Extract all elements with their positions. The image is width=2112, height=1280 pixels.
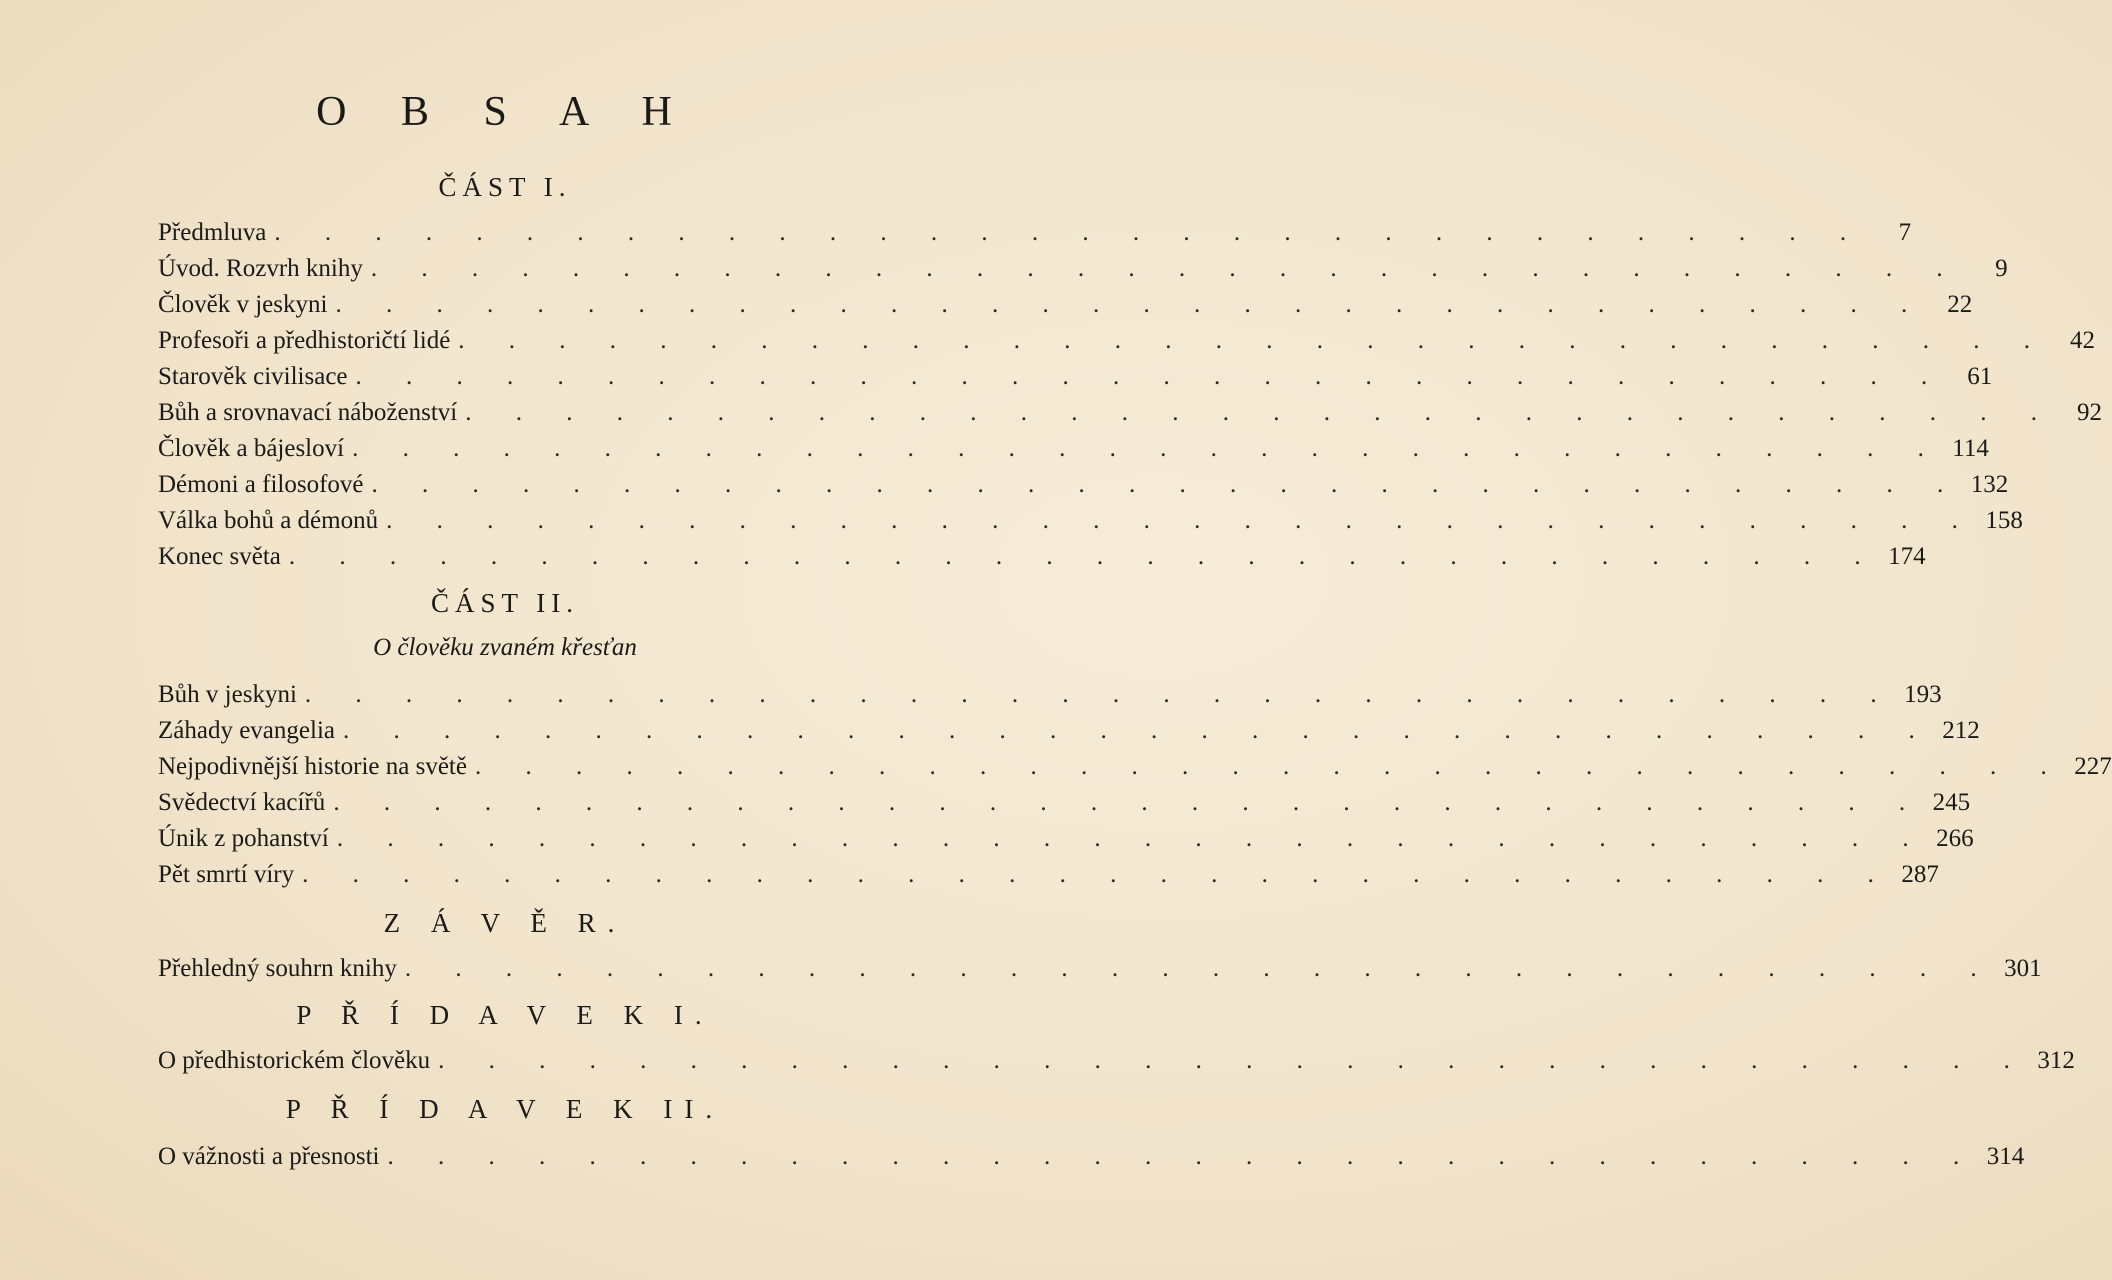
- dot-leader: . . . . . . . . . . . . . . . . . . . . . . . . . . . . . . . .: [474, 753, 2066, 780]
- dot-leader: . . . . . . . . . . . . . . . . . . . . . . . . . . . . . . . .: [387, 1143, 1979, 1170]
- toc-entry: [158, 216, 1912, 250]
- toc-entry-page: 266: [1936, 825, 1974, 852]
- toc-entry-page: 212: [1942, 717, 1980, 744]
- toc-entry-title: Člověk v jeskyni: [158, 291, 328, 318]
- toc-entry: [158, 396, 2102, 430]
- toc-entry: [158, 540, 1926, 574]
- dot-leader: . . . . . . . . . . . . . . . . . . . . . . . . . . . . . . . .: [438, 1047, 2029, 1074]
- toc-entry-page: 193: [1904, 681, 1942, 708]
- appendix-1-heading: P Ř Í D A V E K I.: [296, 1000, 714, 1030]
- dot-leader: . . . . . . . . . . . . . . . . . . . . . . . . . . . . . . . .: [288, 543, 1880, 570]
- dot-leader: . . . . . . . . . . . . . . . . . . . . . . . . . . . . . . . .: [336, 825, 1928, 852]
- toc-entry: [158, 750, 2112, 784]
- dot-leader: . . . . . . . . . . . . . . . . . . . . . . . . . . . . . . . .: [370, 255, 1962, 282]
- appendix-2-heading: P Ř Í D A V E K II.: [285, 1094, 725, 1124]
- toc-entry-page: 245: [1932, 789, 1971, 816]
- toc-entry: [158, 468, 2009, 502]
- dot-leader: . . . . . . . . . . . . . . . . . . . . . . . . . . . . . . . .: [302, 861, 1893, 888]
- part-2-heading: ČÁST II.: [430, 588, 579, 618]
- toc-entry-title: O předhistorickém člověku: [158, 1047, 431, 1074]
- part-1-heading: ČÁST I.: [438, 172, 572, 202]
- dot-leader: . . . . . . . . . . . . . . . . . . . . . . . . . . . . . . . .: [355, 363, 1947, 390]
- dot-leader: . . . . . . . . . . . . . . . . . . . . . . . . . . . . . . . .: [352, 435, 1943, 462]
- toc-entry-page: 9: [1995, 255, 2008, 282]
- part-2-subtitle: O člověku zvaném křesťan: [373, 634, 637, 661]
- toc-entry: [158, 360, 1993, 394]
- toc-entry-page: 132: [1970, 471, 2009, 498]
- toc-entry-page: 114: [1952, 435, 1989, 462]
- dot-leader: . . . . . . . . . . . . . . . . . . . . . . . . . . . . . . . .: [335, 291, 1927, 318]
- toc-entry-title: Úvod. Rozvrh knihy: [158, 255, 363, 282]
- toc-entry: [158, 432, 1989, 466]
- toc-entry-page: 61: [1967, 363, 1993, 390]
- toc-entry-title: Starověk civilisace: [158, 363, 348, 390]
- toc-entry-title: Konec světa: [158, 543, 281, 570]
- toc-entry-page: 174: [1888, 543, 1926, 570]
- dot-leader: . . . . . . . . . . . . . . . . . . . . . . . . . . . . . . . .: [274, 219, 1866, 246]
- toc-entry-page: 22: [1947, 291, 1973, 318]
- dot-leader: . . . . . . . . . . . . . . . . . . . . . . . . . . . . . . . .: [386, 507, 1977, 534]
- toc-entry-title: Démoni a filosofové: [158, 471, 364, 498]
- toc-entry-page: 314: [1986, 1143, 2025, 1170]
- toc-entry: [158, 1044, 2075, 1078]
- dot-leader: . . . . . . . . . . . . . . . . . . . . . . . . . . . . . . . .: [343, 717, 1934, 744]
- toc-entry: [158, 952, 2042, 986]
- toc-entry-page: 92: [2076, 399, 2102, 426]
- toc-entry-page: 301: [2004, 955, 2042, 982]
- toc-entry-title: Válka bohů a démonů: [158, 507, 379, 534]
- toc-entry: [158, 288, 1973, 322]
- toc-entry-page: 287: [1901, 861, 1939, 888]
- toc-entry-title: Nejpodivnější historie na světě: [158, 753, 467, 780]
- dot-leader: . . . . . . . . . . . . . . . . . . . . . . . . . . . . . . . .: [304, 681, 1896, 708]
- dot-leader: . . . . . . . . . . . . . . . . . . . . . . . . . . . . . . . .: [465, 399, 2056, 426]
- toc-entry-title: Bůh v jeskyni: [158, 681, 297, 708]
- toc-entry-title: Přehledný souhrn knihy: [158, 955, 397, 982]
- toc-entry: [158, 678, 1942, 712]
- toc-entry-title: Únik z pohanství: [158, 825, 329, 852]
- dot-leader: . . . . . . . . . . . . . . . . . . . . . . . . . . . . . . . .: [458, 327, 2050, 354]
- dot-leader: . . . . . . . . . . . . . . . . . . . . . . . . . . . . . . . .: [404, 955, 1996, 982]
- toc-entry-title: Pět smrtí víry: [158, 861, 295, 888]
- dot-leader: . . . . . . . . . . . . . . . . . . . . . . . . . . . . . . . .: [333, 789, 1925, 816]
- toc-entry: [158, 1140, 2025, 1174]
- toc-entry: [158, 786, 1971, 820]
- toc-entry: [158, 714, 1980, 748]
- toc-entry: [158, 504, 2023, 538]
- toc-entry-page: 42: [2070, 327, 2096, 354]
- toc-entry: [158, 822, 1974, 856]
- toc-entry-title: Svědectví kacířů: [158, 789, 326, 816]
- toc-entry-page: 312: [2037, 1047, 2075, 1074]
- toc-entry-title: Předmluva: [158, 219, 267, 246]
- toc-entry: [158, 858, 1939, 892]
- toc-entry-page: 227: [2074, 753, 2112, 780]
- dot-leader: . . . . . . . . . . . . . . . . . . . . . . . . . . . . . . . .: [371, 471, 1963, 498]
- toc-entry-title: Záhady evangelia: [158, 717, 335, 744]
- toc-entry-page: 7: [1898, 219, 1912, 246]
- toc-entry: [158, 252, 2008, 286]
- page-title: O B S A H: [316, 89, 694, 135]
- toc-entry-title: O vážnosti a přesnosti: [158, 1143, 380, 1170]
- toc-entry-page: 158: [1985, 507, 2023, 534]
- toc-entry: [158, 324, 2096, 358]
- toc-entry-title: Profesoři a předhistoričtí lidé: [158, 327, 451, 354]
- toc-entry-title: Člověk a bájesloví: [158, 435, 345, 462]
- conclusion-heading: Z Á V Ě R.: [383, 908, 627, 938]
- toc-entry-title: Bůh a srovnavací náboženství: [158, 399, 458, 426]
